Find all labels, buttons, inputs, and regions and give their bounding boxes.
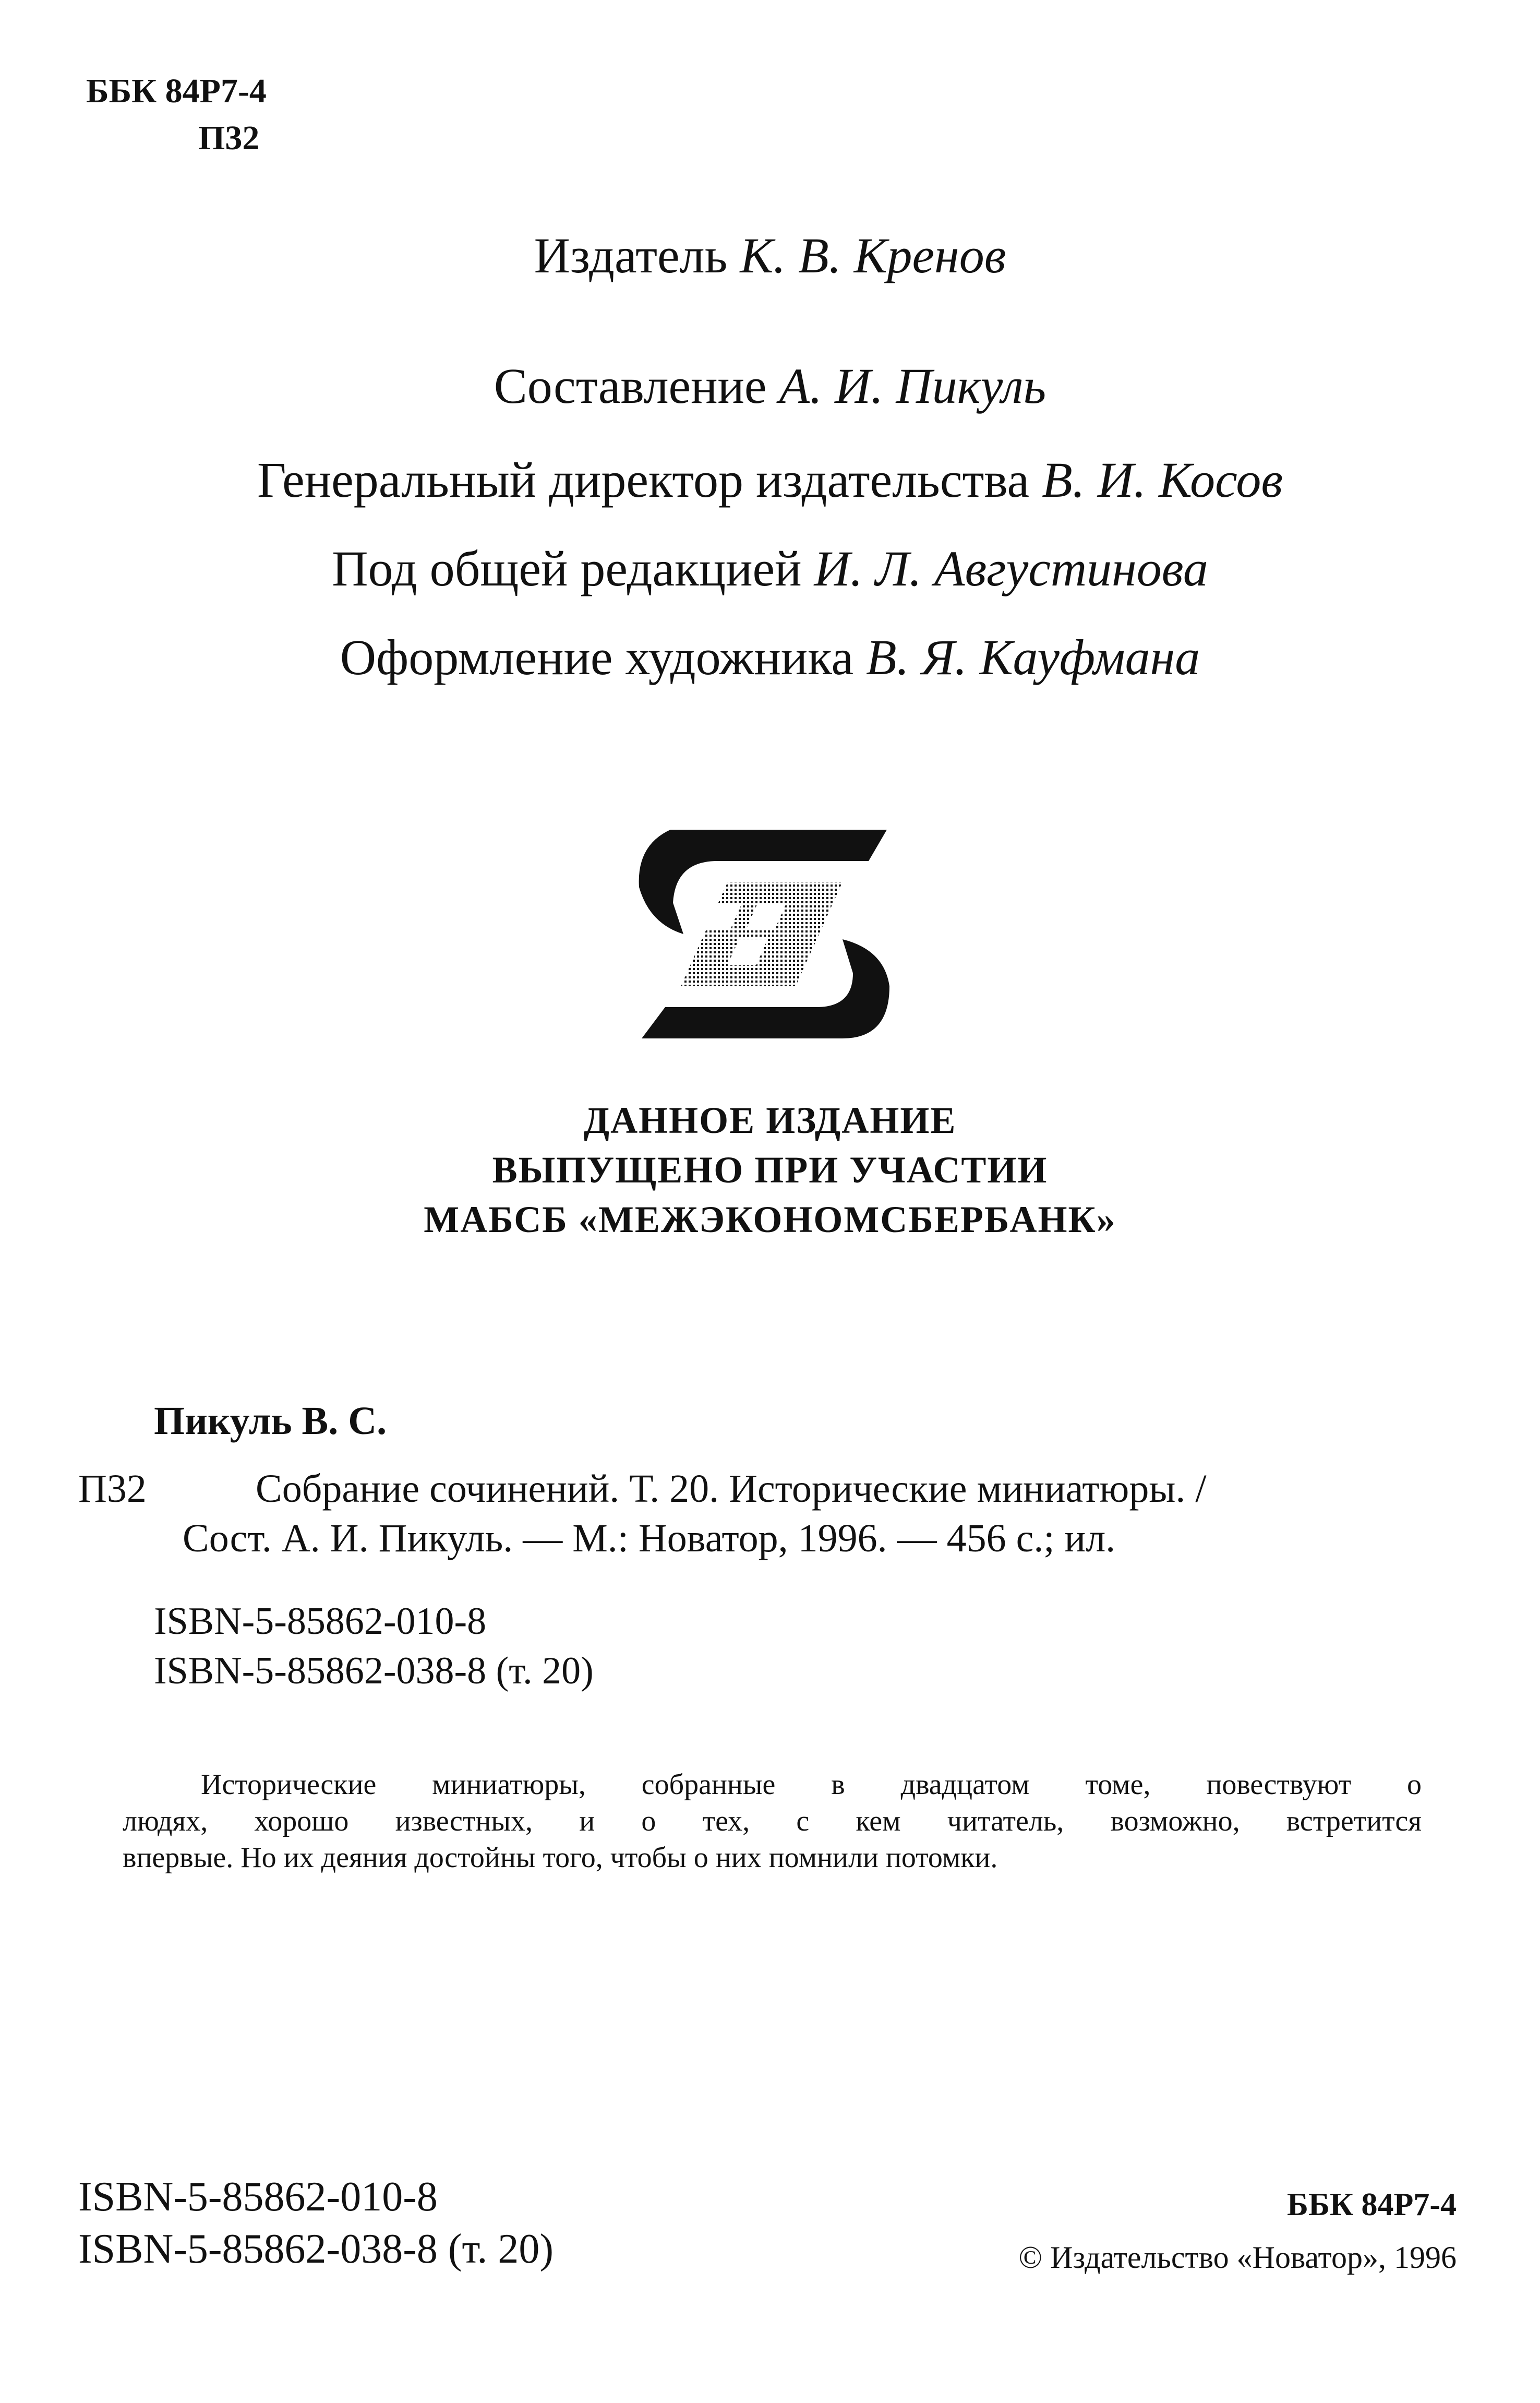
credit-compiler — [0, 355, 1540, 417]
card-title-line: Собрание сочинений. Т. 20. Исторические миниатюры. / — [256, 1467, 1207, 1511]
copyright-notice: © Издательство «Новатор», 1996 — [1018, 2240, 1457, 2275]
credit-role: Под общей редакцией — [332, 541, 802, 596]
footer-isbn: ISBN-5-85862-010-8 — [78, 2174, 438, 2220]
credit-editor — [0, 537, 1540, 600]
sponsor-line: ДАННОЕ ИЗДАНИЕ — [583, 1099, 957, 1141]
credit-name: К. В. Кренов — [740, 228, 1006, 283]
credit-name: И. Л. Августинова — [814, 541, 1208, 596]
credit-name: В. И. Косов — [1042, 452, 1283, 508]
credit-role: Генеральный директор издательства — [257, 452, 1030, 508]
abstract-line: впервые. Но их деяния достойны того, чтобы о них помнили потомки. — [123, 1842, 998, 1874]
credit-director — [0, 449, 1540, 511]
card-author-mark: П32 — [78, 1467, 147, 1511]
credit-name: А. И. Пикуль — [779, 358, 1046, 414]
card-isbn: ISBN-5-85862-038-8 (т. 20) — [154, 1649, 594, 1692]
sponsor-line: МАБСБ «МЕЖЭКОНОМСБЕРБАНК» — [424, 1199, 1116, 1240]
credit-role: Составление — [494, 358, 767, 414]
card-author: Пикуль В. С. — [154, 1399, 387, 1443]
sponsor-line: ВЫПУЩЕНО ПРИ УЧАСТИИ — [492, 1149, 1048, 1191]
card-imprint-line: Сост. А. И. Пикуль. — М.: Новатор, 1996. — 456 с.; ил. — [183, 1516, 1116, 1560]
bank-logo-icon — [634, 830, 895, 1038]
abstract-line: людях, хорошо известных, и о тех, с кем читатель, возможно, встретится — [123, 1805, 1422, 1837]
bbk-code: ББК 84Р7-4 — [86, 72, 267, 110]
footer-bbk-code: ББК 84Р7-4 — [1287, 2187, 1457, 2222]
abstract-line: Исторические миниатюры, собранные в двадцатом томе, повествуют о — [201, 1768, 1422, 1801]
footer-isbn: ISBN-5-85862-038-8 (т. 20) — [78, 2226, 554, 2272]
credit-role: Издатель — [534, 228, 728, 283]
author-mark-code: П32 — [198, 119, 260, 157]
card-isbn: ISBN-5-85862-010-8 — [154, 1600, 487, 1643]
bbk-classification-top — [86, 68, 267, 162]
credit-publisher — [0, 224, 1540, 287]
credit-artist — [0, 626, 1540, 689]
credit-name: В. Я. Кауфмана — [866, 629, 1200, 685]
credit-role: Оформление художника — [340, 629, 854, 685]
